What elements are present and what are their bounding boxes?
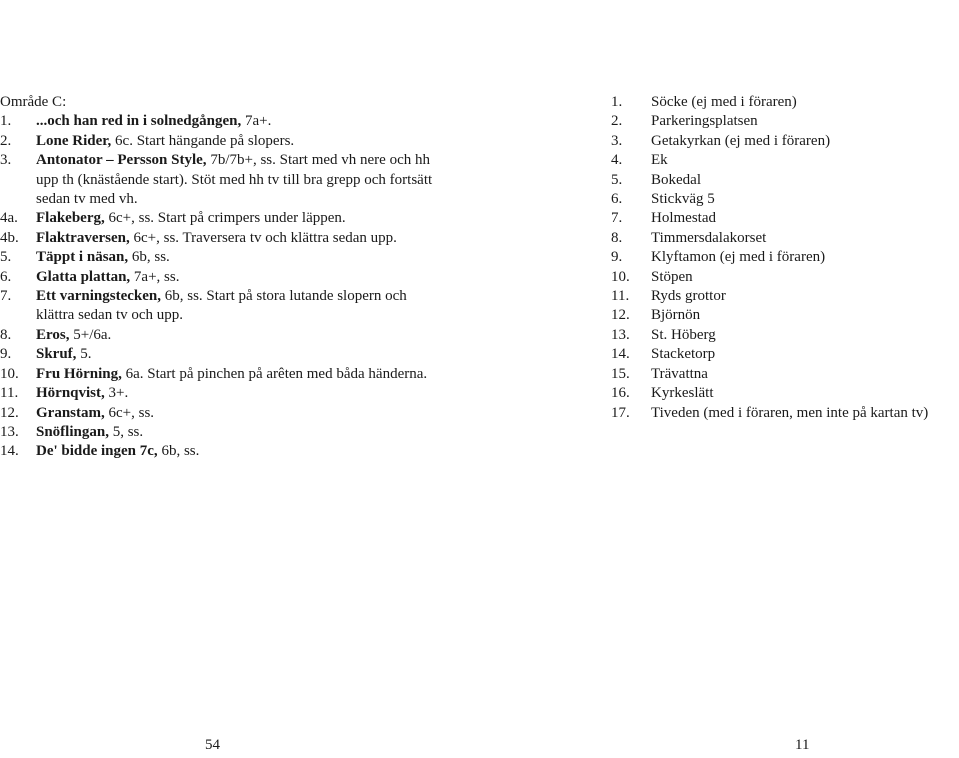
route-number: 10. xyxy=(0,365,19,382)
route-number: 2. xyxy=(0,132,12,149)
route-name: Fru Hörning, xyxy=(36,365,122,382)
route-note: 5. xyxy=(76,346,92,363)
route-name: Antonator – Persson Style, xyxy=(36,152,207,169)
route-number: 11. xyxy=(0,385,19,402)
route-name: Skruf, xyxy=(36,346,77,363)
stop-number: 7. xyxy=(611,210,623,227)
stop-name: Ryds grottor xyxy=(651,288,726,305)
route-note: 6c. Start hängande på slopers. xyxy=(111,132,295,149)
route-item xyxy=(0,112,440,131)
route-number: 1. xyxy=(0,113,12,130)
stop-item xyxy=(611,268,959,287)
route-item xyxy=(0,404,440,423)
route-note: 3+. xyxy=(104,385,129,402)
route-item xyxy=(0,151,440,209)
route-text xyxy=(36,287,440,326)
stop-name: Tiveden (med i föraren, men inte på kartan tv) xyxy=(651,404,929,421)
stop-number: 11. xyxy=(611,288,630,305)
route-number: 12. xyxy=(0,404,19,421)
route-text xyxy=(36,365,440,384)
route-name: Glatta plattan, xyxy=(36,268,131,285)
stop-name: Björnön xyxy=(651,307,701,324)
stop-item xyxy=(611,306,959,325)
stop-number: 1. xyxy=(611,94,623,110)
route-item xyxy=(0,365,440,384)
route-text xyxy=(36,248,440,267)
route-name: Lone Rider, xyxy=(36,132,112,149)
route-text xyxy=(36,229,440,248)
route-note: 6b, ss. Start på stora lutande slopern och klättra sedan tv och upp. xyxy=(36,288,407,324)
route-note: 7b/7b+, ss. Start med vh nere och hh upp th (knästående start). Stöt med hh tv till bra grepp och fortsätt sedan tv med vh. xyxy=(36,152,433,208)
route-item xyxy=(0,248,440,267)
route-text xyxy=(36,132,440,151)
stop-item xyxy=(611,112,959,131)
route-text xyxy=(36,112,440,131)
route-text xyxy=(36,151,440,209)
route-item xyxy=(0,229,440,248)
route-item xyxy=(0,132,440,151)
route-text xyxy=(36,384,440,403)
route-number: 4b. xyxy=(0,229,19,246)
route-note: 6a. Start på pinchen på arêten med båda händerna. xyxy=(121,365,428,382)
route-item xyxy=(0,287,440,326)
route-list xyxy=(0,112,440,461)
stop-item xyxy=(611,190,959,209)
stop-number: 13. xyxy=(611,326,630,343)
stop-item xyxy=(611,93,959,112)
route-number: 5. xyxy=(0,249,12,266)
stop-number: 5. xyxy=(611,171,623,188)
stop-item xyxy=(611,151,959,170)
stop-item xyxy=(611,287,959,306)
route-number: 9. xyxy=(0,346,12,363)
route-item xyxy=(0,442,440,461)
stop-number: 16. xyxy=(611,385,630,402)
stop-name: Stacketorp xyxy=(651,346,716,363)
stop-name: Timmersdalakorset xyxy=(651,229,767,246)
stop-name: Parkeringsplatsen xyxy=(651,113,758,130)
route-item xyxy=(0,384,440,403)
stop-item xyxy=(611,326,959,345)
stop-item xyxy=(611,171,959,190)
stop-number: 14. xyxy=(611,346,630,363)
route-text xyxy=(36,326,440,345)
area-heading: Område C: xyxy=(0,94,67,110)
stop-number: 6. xyxy=(611,191,623,208)
route-name: De' bidde ingen 7c, xyxy=(36,443,158,460)
stop-item xyxy=(611,404,959,423)
stop-name: Holmestad xyxy=(651,210,716,227)
stop-name: Bokedal xyxy=(651,171,701,188)
stop-item xyxy=(611,248,959,267)
route-item xyxy=(0,326,440,345)
route-number: 8. xyxy=(0,326,12,343)
stop-name: Trävattna xyxy=(651,365,708,382)
stop-item xyxy=(611,365,959,384)
stop-number: 3. xyxy=(611,132,623,149)
route-number: 4a. xyxy=(0,210,18,227)
route-name: Snöflingan, xyxy=(36,423,109,440)
stop-name: Stickväg 5 xyxy=(651,191,715,208)
route-name: Granstam, xyxy=(36,404,105,421)
route-name: Ett varningstecken, xyxy=(36,288,161,305)
route-item xyxy=(0,423,440,442)
route-item xyxy=(0,345,440,364)
route-name: Flaktraversen, xyxy=(36,229,130,246)
route-number: 14. xyxy=(0,443,19,460)
stop-list xyxy=(611,93,959,423)
route-note: 7a+, ss. xyxy=(130,268,180,285)
stop-name: St. Höberg xyxy=(651,326,716,343)
stop-number: 10. xyxy=(611,268,630,285)
route-text xyxy=(36,345,440,364)
stop-number: 9. xyxy=(611,249,623,266)
route-note: 6c+, ss. Start på crimpers under läppen. xyxy=(104,210,346,227)
route-name: Täppt i näsan, xyxy=(36,249,129,266)
route-text xyxy=(36,442,440,461)
route-item xyxy=(0,268,440,287)
route-note: 5, ss. xyxy=(108,423,144,440)
route-name: Flakeberg, xyxy=(36,210,105,227)
stop-item xyxy=(611,384,959,403)
route-name: Hörnqvist, xyxy=(36,385,105,402)
route-note: 5+/6a. xyxy=(69,326,112,343)
page-number-left: 54 xyxy=(205,737,220,753)
stop-name: Getakyrkan (ej med i föraren) xyxy=(651,132,831,149)
route-text xyxy=(36,268,440,287)
route-text xyxy=(36,209,440,228)
stop-item xyxy=(611,345,959,364)
route-note: 6c+, ss. Traversera tv och klättra sedan upp. xyxy=(129,229,397,246)
stop-name: Klyftamon (ej med i föraren) xyxy=(651,249,826,266)
stop-name: Ek xyxy=(651,152,668,169)
stop-item xyxy=(611,209,959,228)
route-name: ...och han red in i solnedgången, xyxy=(36,113,242,130)
route-number: 7. xyxy=(0,288,12,305)
route-name: Eros, xyxy=(36,326,70,343)
stop-item xyxy=(611,132,959,151)
stop-number: 17. xyxy=(611,404,630,421)
route-item xyxy=(0,209,440,228)
page-number-right: 11 xyxy=(795,737,810,753)
route-note: 6b, ss. xyxy=(157,443,200,460)
stop-number: 2. xyxy=(611,113,623,130)
stop-number: 12. xyxy=(611,307,630,324)
stop-name: Söcke (ej med i föraren) xyxy=(651,94,797,110)
stop-number: 8. xyxy=(611,229,623,246)
route-number: 3. xyxy=(0,152,12,169)
route-note: 7a+. xyxy=(241,113,272,130)
stop-name: Kyrkeslätt xyxy=(651,385,714,402)
left-page xyxy=(0,93,440,462)
stop-item xyxy=(611,229,959,248)
right-page xyxy=(611,93,959,423)
route-number: 13. xyxy=(0,423,19,440)
route-text xyxy=(36,404,440,423)
stop-number: 15. xyxy=(611,365,630,382)
stop-number: 4. xyxy=(611,152,623,169)
route-note: 6c+, ss. xyxy=(104,404,155,421)
route-note: 6b, ss. xyxy=(128,249,170,266)
route-text xyxy=(36,423,440,442)
stop-name: Stöpen xyxy=(651,268,693,285)
route-number: 6. xyxy=(0,268,12,285)
